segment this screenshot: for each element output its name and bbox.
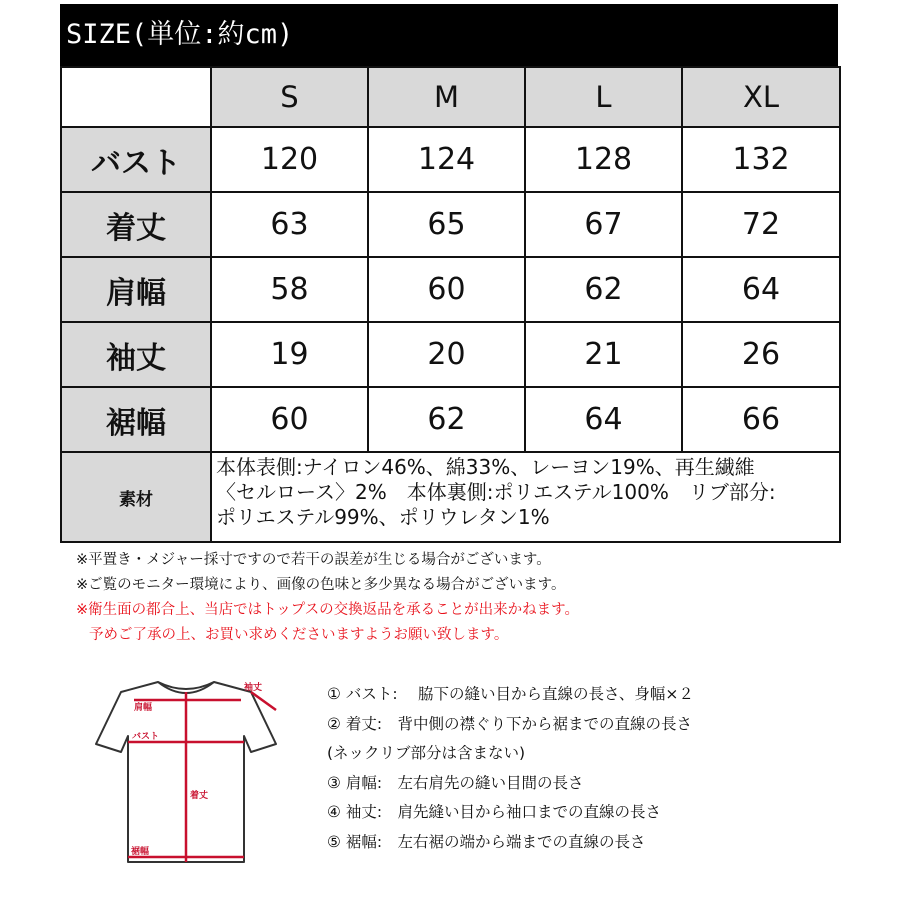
note-line: ※ご覧のモニター環境により、画像の色味と多少異なる場合がございます。 — [76, 577, 566, 593]
diagram-label-sleeve: 袖丈 — [244, 683, 263, 693]
cell-value: 64 — [525, 387, 682, 452]
diagram-label-hem: 裾幅 — [131, 847, 150, 857]
note-line: ※平置き・メジャー採寸ですので若干の誤差が生じる場合がございます。 — [76, 552, 551, 568]
row-label-material: 素材 — [61, 452, 211, 542]
cell-value: 132 — [682, 127, 840, 192]
description-line: ① バスト: 脇下の縫い目から直線の長さ、身幅×２ — [327, 685, 694, 703]
cell-value: 26 — [682, 322, 840, 387]
cell-value: 128 — [525, 127, 682, 192]
warning-line: ※衛生面の都合上、当店ではトップスの交換返品を承ることが出来かねます。 — [76, 602, 579, 618]
description-line: ③ 肩幅: 左右肩先の縫い目間の長さ — [327, 773, 584, 792]
size-header-row — [61, 67, 840, 127]
diagram-label-length: 着丈 — [190, 791, 209, 801]
cell-value: 60 — [368, 257, 525, 322]
cell-value: 60 — [211, 387, 368, 452]
description-line: ⑤ 裾幅: 左右裾の端から端までの直線の長さ — [327, 832, 646, 851]
size-header-s: S — [211, 67, 368, 127]
row-label-hem: 裾幅 — [61, 387, 211, 452]
cell-value: 62 — [525, 257, 682, 322]
table-row — [61, 322, 840, 387]
cell-value: 64 — [682, 257, 840, 322]
row-label-length: 着丈 — [61, 192, 211, 257]
row-label-shoulder: 肩幅 — [61, 257, 211, 322]
cell-value: 58 — [211, 257, 368, 322]
description-line: (ネックリブ部分は含まない) — [327, 744, 526, 762]
cell-value: 62 — [368, 387, 525, 452]
cell-value: 63 — [211, 192, 368, 257]
cell-value: 67 — [525, 192, 682, 257]
measurement-descriptions — [327, 680, 867, 857]
cell-value: 65 — [368, 192, 525, 257]
cell-value: 120 — [211, 127, 368, 192]
size-chart-title: SIZE(単位:約cm) — [60, 4, 838, 66]
diagram-label-bust: バスト — [132, 732, 160, 742]
table-row — [61, 192, 840, 257]
cell-value: 21 — [525, 322, 682, 387]
cell-value: 124 — [368, 127, 525, 192]
row-label-sleeve: 袖丈 — [61, 322, 211, 387]
size-table — [60, 66, 841, 543]
material-line: 〈セルロース〉2% 本体裏側:ポリエステル100% リブ部分: — [216, 480, 776, 504]
material-line: ポリエステル99%、ポリウレタン1% — [216, 505, 550, 529]
tshirt-diagram — [76, 670, 296, 870]
diagram-label-shoulder: 肩幅 — [134, 703, 153, 713]
table-row — [61, 257, 840, 322]
cell-value: 72 — [682, 192, 840, 257]
cell-value: 66 — [682, 387, 840, 452]
notes-block — [76, 548, 876, 648]
cell-value: 19 — [211, 322, 368, 387]
material-row — [61, 452, 840, 542]
table-row — [61, 127, 840, 192]
cell-value: 20 — [368, 322, 525, 387]
row-label-bust: バスト — [61, 127, 211, 192]
size-header-l: L — [525, 67, 682, 127]
size-header-m: M — [368, 67, 525, 127]
tshirt-illustration — [76, 670, 296, 870]
material-text — [211, 452, 840, 542]
description-line: ② 着丈: 背中側の襟ぐり下から裾までの直線の長さ — [327, 714, 693, 733]
material-line: 本体表側:ナイロン46%、綿33%、レーヨン19%、再生繊維 — [216, 455, 755, 479]
table-row — [61, 387, 840, 452]
description-line: ④ 袖丈: 肩先縫い目から袖口までの直線の長さ — [327, 803, 662, 821]
warning-line: 予めご了承の上、お買い求めくださいますようお願い致します。 — [89, 627, 509, 643]
corner-cell — [61, 67, 211, 127]
size-header-xl: XL — [682, 67, 840, 127]
